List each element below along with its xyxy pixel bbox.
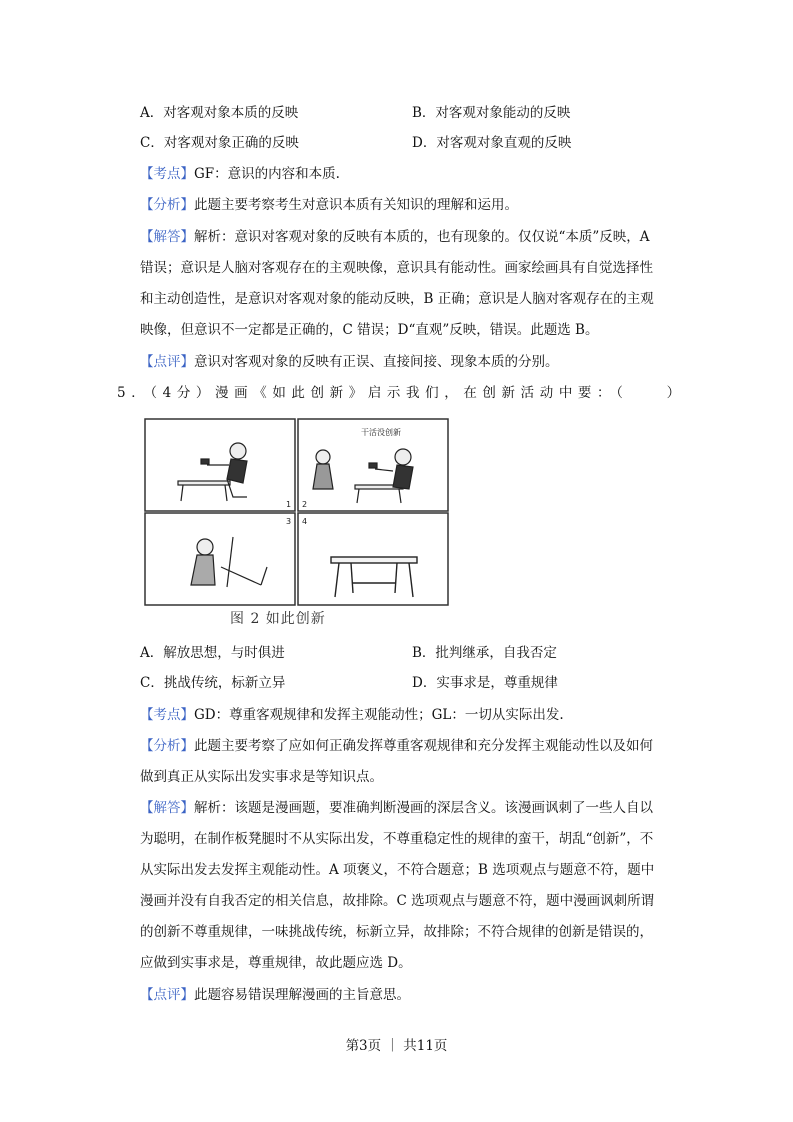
comic-speech: 干活没创新 [361, 428, 401, 437]
q4-jieda-line-1 [140, 227, 650, 247]
dianping-tag: 【点评】 [140, 987, 194, 1003]
q4-option-b: B．对客观对象能动的反映 [412, 105, 571, 121]
q4-jieda-line-3: 和主动创造性，是意识对客观对象的能动反映，B 正确；意识是人脑对客观存在的主观 [140, 291, 654, 307]
q4-jieda-line-4: 映像，但意识不一定都是正确的，C 错误；D“直观”反映，错误。此题选 B。 [140, 322, 599, 338]
jieda-tag: 【解答】 [140, 800, 194, 816]
jieda-text: 解析：该题是漫画题，要准确判断漫画的深层含义。该漫画讽刺了一些人自以 [194, 800, 653, 816]
panel-number-1: 1 [286, 500, 292, 509]
kaodian-text: GF：意识的内容和本质. [194, 166, 340, 182]
q5-jieda-line-2: 为聪明，在制作板凳腿时不从实际出发，不尊重稳定性的规律的蛮干，胡乱“创新”，不 [140, 831, 654, 847]
kaodian-tag: 【考点】 [140, 166, 194, 182]
q5-kaodian [140, 705, 564, 725]
jieda-tag: 【解答】 [140, 229, 194, 245]
q5-jieda-line-5: 的创新不尊重规律，一味挑战传统，标新立异，故排除；不符合规律的创新是错误的， [140, 924, 653, 940]
dianping-text: 意识对客观对象的反映有正误、直接间接、现象本质的分别。 [194, 354, 559, 370]
q5-fenxi-line-2: 做到真正从实际出发实事求是等知识点。 [140, 769, 383, 785]
fenxi-text: 此题主要考察了应如何正确发挥尊重客观规律和充分发挥主观能动性以及如何 [194, 738, 653, 754]
comic-figure [143, 417, 449, 633]
q5-option-a: A．解放思想，与时俱进 [140, 645, 285, 661]
dianping-tag: 【点评】 [140, 354, 194, 370]
q5-jieda-line-1 [140, 798, 653, 818]
q4-jieda-line-2: 错误；意识是人脑对客观存在的主观映像，意识具有能动性。画家绘画具有自觉选择性 [140, 260, 653, 276]
fenxi-tag: 【分析】 [140, 197, 194, 213]
q4-option-d: D．对客观对象直观的反映 [412, 135, 572, 151]
q5-option-d: D．实事求是，尊重规律 [412, 675, 558, 691]
q5-dianping [140, 985, 410, 1005]
q4-dianping [140, 352, 559, 372]
q4-option-a: A．对客观对象本质的反映 [140, 105, 299, 121]
dianping-text: 此题容易错误理解漫画的主旨意思。 [194, 987, 410, 1003]
q5-fenxi-line-1 [140, 736, 653, 756]
page-footer: 第3页 ｜ 共11页 [345, 1038, 448, 1054]
fenxi-text: 此题主要考察考生对意识本质有关知识的理解和运用。 [194, 197, 518, 213]
jieda-text: 解析：意识对客观对象的反映有本质的，也有现象的。仅仅说“本质”反映，A [194, 229, 650, 245]
panel-number-2: 2 [302, 500, 308, 509]
panel-number-4: 4 [302, 517, 308, 526]
q5-option-b: B．批判继承，自我否定 [412, 645, 557, 661]
kaodian-tag: 【考点】 [140, 707, 194, 723]
q5-jieda-line-3: 从实际出发去发挥主观能动性。A 项褒义，不符合题意；B 选项观点与题意不符，题中 [140, 862, 655, 878]
q4-fenxi [140, 195, 518, 215]
figure-caption: 图 2 如此创新 [230, 611, 326, 627]
q5-jieda-line-4: 漫画并没有自我否定的相关信息，故排除。C 选项观点与题意不符，题中漫画讽刺所谓 [140, 893, 655, 909]
q4-option-c: C．对客观对象正确的反映 [140, 135, 299, 151]
q5-option-c: C．挑战传统，标新立异 [140, 675, 286, 691]
q5-stem: 5．（4分）漫画《如此创新》启示我们，在创新活动中要：（ ） [117, 385, 686, 401]
fenxi-tag: 【分析】 [140, 738, 194, 754]
kaodian-text: GD：尊重客观规律和发挥主观能动性；GL：一切从实际出发. [194, 707, 564, 723]
q5-jieda-line-6: 应做到实事求是，尊重规律，故此题应选 D。 [140, 955, 412, 971]
q4-kaodian [140, 164, 340, 184]
panel-number-3: 3 [286, 517, 292, 526]
